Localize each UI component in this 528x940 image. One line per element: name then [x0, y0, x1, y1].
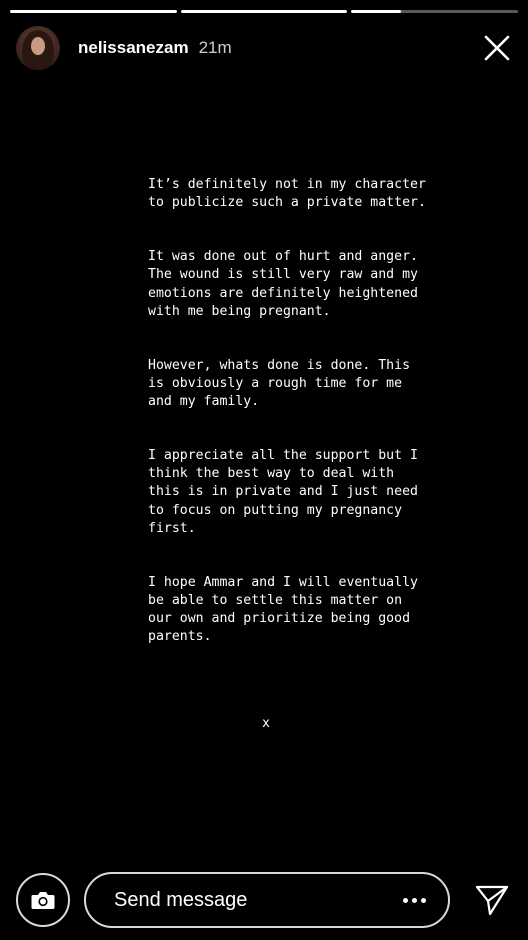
close-button[interactable]: [480, 31, 514, 65]
story-paragraph-2: It was done out of hurt and anger. The wound is still very raw and my emotions are definitely heightened with me being pregnant.: [148, 249, 418, 319]
progress-fill: [10, 10, 177, 13]
more-dots-icon[interactable]: [403, 898, 426, 903]
progress-fill: [351, 10, 401, 13]
progress-segment-3: [351, 10, 518, 13]
story-footer: [16, 872, 512, 928]
story-paragraph-1: It’s definitely not in my character to publicize such a private matter.: [148, 177, 426, 211]
send-message-input[interactable]: [84, 872, 450, 928]
story-header: [16, 24, 514, 72]
story-progress-bar: [10, 10, 518, 13]
send-button[interactable]: [472, 880, 512, 920]
progress-segment-2: [181, 10, 348, 13]
close-icon: [484, 35, 510, 61]
paper-plane-icon: [475, 884, 509, 916]
avatar[interactable]: [16, 26, 60, 70]
story-paragraph-4: I appreciate all the support but I think the best way to deal with this is in private and I just need to focus on putting my pregnancy first.: [148, 448, 418, 536]
camera-button[interactable]: [16, 873, 70, 927]
post-time: 21m: [198, 38, 232, 57]
progress-segment-1: [10, 10, 177, 13]
progress-fill: [181, 10, 348, 13]
send-message-placeholder: Send message: [114, 888, 248, 911]
story-signoff: x: [262, 716, 270, 731]
story-text: [148, 158, 428, 682]
story-paragraph-3: However, whats done is done. This is obviously a rough time for me and my family.: [148, 357, 411, 410]
camera-icon: [30, 889, 56, 911]
story-paragraph-5: I hope Ammar and I will eventually be able to settle this matter on our own and prioritize being good parents.: [148, 574, 418, 645]
avatar-face: [31, 37, 45, 55]
username[interactable]: nelissanezam: [78, 38, 189, 57]
